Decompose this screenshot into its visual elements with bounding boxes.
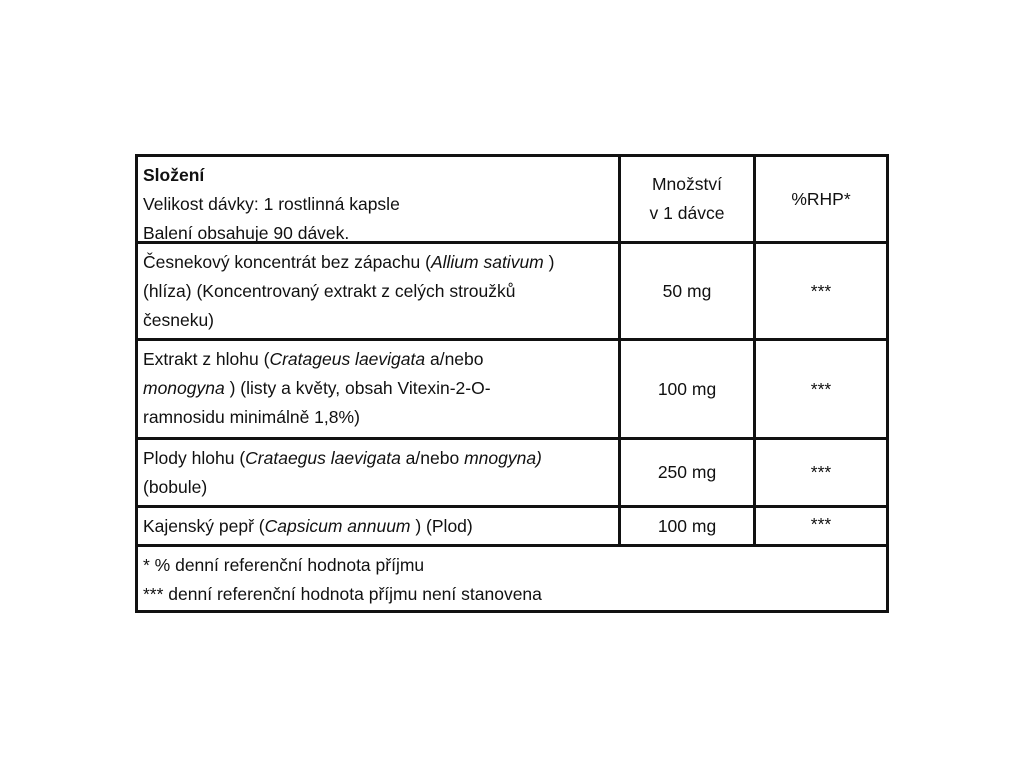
rhp-value: *** xyxy=(810,378,832,399)
rhp-header: %RHP* xyxy=(791,188,851,209)
latin-name: mnogyna) xyxy=(464,448,542,468)
ingredient-line: (hlíza) (Koncentrovaný extrakt z celých stroužků xyxy=(143,281,516,301)
amount-cell xyxy=(621,440,756,505)
ingredient-line: Kajenský pepř (Capsicum annuum ) (Plod) xyxy=(143,516,473,536)
latin-name: Cratageus laevigata xyxy=(269,349,426,369)
amount-cell xyxy=(621,341,756,437)
amount-value: 50 mg xyxy=(662,280,712,301)
amount-cell xyxy=(621,244,756,338)
latin-name: Allium sativum xyxy=(430,252,544,272)
footnotes-row xyxy=(138,547,886,610)
amount-value: 250 mg xyxy=(657,462,717,482)
footnotes-cell xyxy=(138,547,886,610)
ingredient-line: Extrakt z hlohu (Cratageus laevigata a/nebo xyxy=(143,349,484,369)
ingredient-line: česneku) xyxy=(143,310,215,330)
latin-name: Capsicum annuum xyxy=(264,516,411,536)
composition-title: Složení xyxy=(143,165,205,185)
amount-value: 100 mg xyxy=(657,516,717,536)
ingredient-line: monogyna ) (listy a květy, obsah Vitexin-2-O- xyxy=(143,378,491,398)
rhp-cell xyxy=(756,341,886,437)
rhp-value: *** xyxy=(810,514,832,534)
footnote-rhp: * % denní referenční hodnota příjmu xyxy=(143,555,425,575)
package-content: Balení obsahuje 90 dávek. xyxy=(143,223,350,243)
table-row xyxy=(138,244,886,341)
header-amount-cell xyxy=(621,157,756,241)
amount-cell xyxy=(621,508,756,544)
rhp-value: *** xyxy=(810,462,832,482)
ingredient-line: Plody hlohu (Crataegus laevigata a/nebo mnogyna) xyxy=(143,448,542,468)
ingredient-cell xyxy=(138,244,621,338)
serving-size: Velikost dávky: 1 rostlinná kapsle xyxy=(143,194,400,214)
ingredient-line: Česnekový koncentrát bez zápachu (Allium sativum ) xyxy=(143,252,555,272)
table-row xyxy=(138,341,886,440)
table-row xyxy=(138,440,886,508)
header-composition-cell xyxy=(138,157,621,241)
table-header-row xyxy=(138,157,886,244)
header-rhp-cell xyxy=(756,157,886,241)
latin-name: monogyna xyxy=(143,378,225,398)
amount-header-line2: v 1 dávce xyxy=(649,203,725,223)
ingredient-cell xyxy=(138,508,621,544)
rhp-cell xyxy=(756,244,886,338)
ingredient-cell xyxy=(138,341,621,437)
rhp-cell xyxy=(756,440,886,505)
rhp-cell xyxy=(756,508,886,544)
amount-value: 100 mg xyxy=(657,378,717,399)
footnote-not-established: *** denní referenční hodnota příjmu není stanovena xyxy=(143,584,542,604)
rhp-value: *** xyxy=(810,280,832,301)
table-row xyxy=(138,508,886,547)
ingredient-line: (bobule) xyxy=(143,477,208,497)
amount-header-line1: Množství xyxy=(651,174,723,194)
ingredient-cell xyxy=(138,440,621,505)
ingredient-line: ramnosidu minimálně 1,8%) xyxy=(143,407,360,427)
latin-name: Crataegus laevigata xyxy=(245,448,401,468)
composition-table xyxy=(135,154,889,613)
